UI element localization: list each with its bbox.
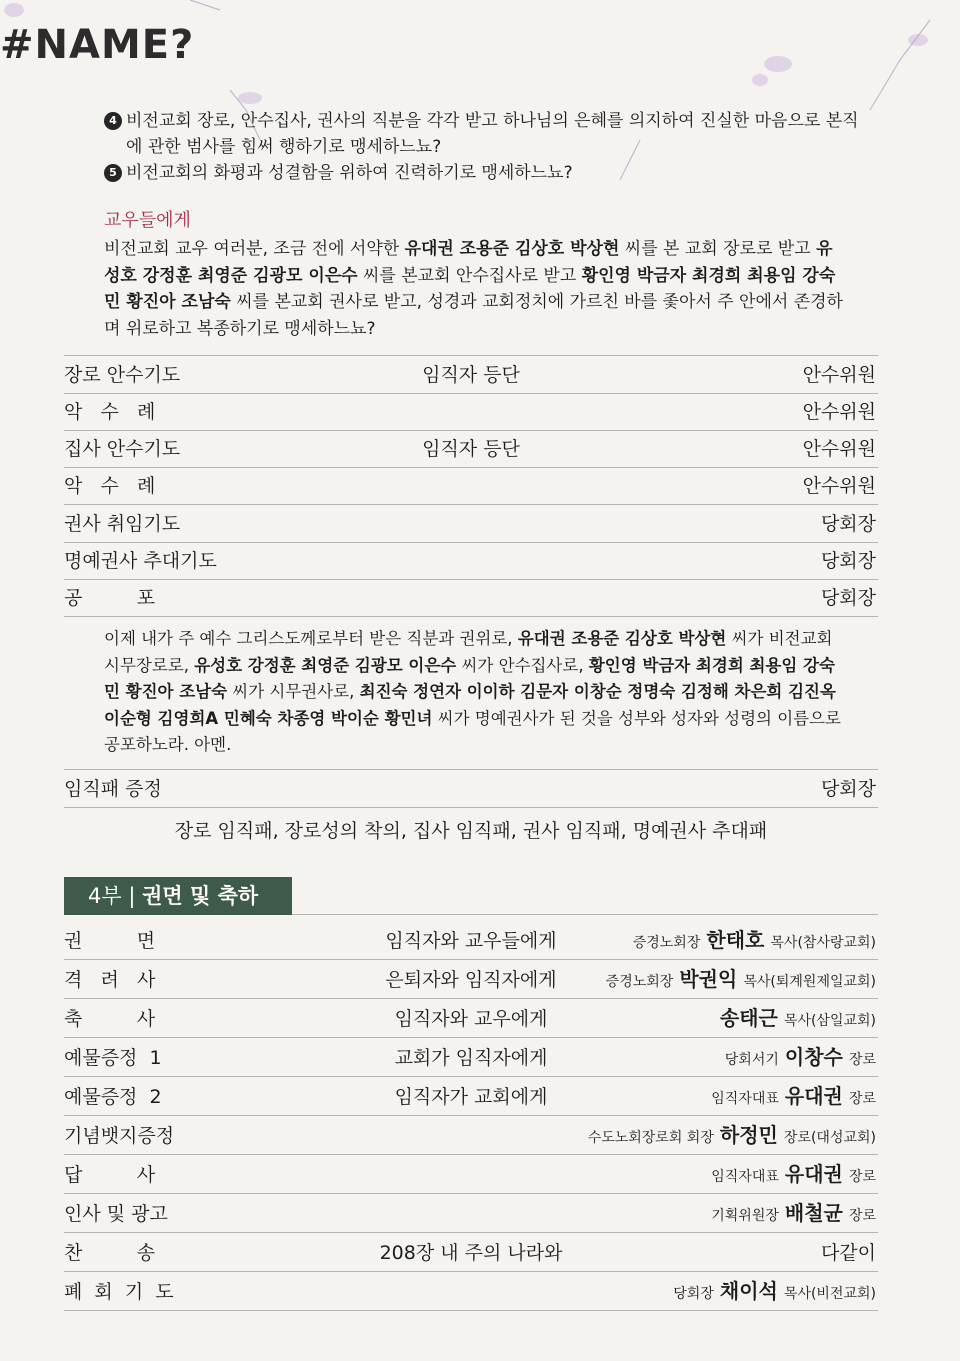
row-center: 임직자가 교회에게 [394, 1086, 548, 1108]
vow-item [104, 108, 864, 160]
section-title: 권면 및 축하 [142, 884, 259, 908]
row-label: 악 수 례 [64, 401, 156, 423]
section-subheading: 교우들에게 [104, 210, 191, 231]
program-row [64, 430, 878, 468]
program-row [64, 1195, 878, 1233]
row-right: 기획위원장 배철균 장로 [711, 1201, 876, 1225]
program-row [64, 355, 878, 394]
section-number: 4부 [88, 884, 122, 908]
program-row [64, 961, 878, 999]
row-right: 안수위원 [802, 438, 876, 460]
vow-item [104, 160, 864, 186]
row-right: 당회장 [820, 778, 876, 800]
row-right: 당회장 [820, 587, 876, 609]
row-center: 임직자와 교우들에게 [385, 930, 557, 952]
row-center: 임직자와 교우에게 [394, 1008, 548, 1030]
row-label: 명예권사 추대기도 [64, 550, 217, 572]
row-right: 당회장 [820, 513, 876, 535]
row-label: 장로 안수기도 [64, 364, 181, 386]
row-label: 임직패 증정 [64, 778, 162, 800]
row-right: 당회장 [820, 550, 876, 572]
vow-list [104, 108, 864, 186]
row-center: 교회가 임직자에게 [394, 1047, 548, 1069]
program-row [64, 1039, 878, 1077]
row-label: 격 려 사 [64, 969, 156, 991]
vow-text: 비전교회 장로, 안수집사, 권사의 직분을 각각 받고 하나님의 은혜를 의지하여 진실한 마음으로 본직에 관한 범사를 힘써 행하기로 맹세하느뇨? [126, 111, 859, 157]
program-row [64, 769, 878, 808]
program-row [64, 1156, 878, 1194]
page-title: #NAME? [0, 22, 195, 68]
row-right: 다같이 [820, 1242, 876, 1264]
program-row [64, 1117, 878, 1155]
row-right: 송태근 목사(삼일교회) [719, 1006, 876, 1030]
program-row [64, 922, 878, 960]
program-row [64, 505, 878, 543]
program-row [64, 467, 878, 505]
row-center: 임직자 등단 [422, 438, 520, 460]
row-label: 폐 회 기 도 [64, 1281, 174, 1303]
row-right: 수도노회장로회 회장 하정민 장로(대성교회) [587, 1123, 876, 1147]
row-right: 임직자대표 유대권 장로 [711, 1084, 876, 1108]
program-row [64, 542, 878, 580]
row-right: 당회장 채이석 목사(비전교회) [673, 1279, 876, 1303]
awards-list: 장로 임직패, 장로성의 착의, 집사 임직패, 권사 임직패, 명예권사 추대패 [174, 820, 768, 842]
row-label: 기념뱃지증정 [64, 1125, 175, 1147]
vow-number: 4 [104, 112, 122, 130]
program-row [64, 1273, 878, 1311]
proclamation-paragraph: 이제 내가 주 예수 그리스도께로부터 받은 직분과 권위로, 유대권 조용준 김상호 박상현 씨가 비전교회 시무장로로, 유성호 강정훈 최영준 김광모 이은수 씨가 안수집사로, 황인영 박금자 최경희 최용임 강숙민 황진아 조남숙 씨가 시무권사로, 최진숙 정연자 이이하 김문자 이창순 정명숙 김정해 차은희 김진옥 이순형 김영희A 민혜숙 차종영 박이순 황민녀 씨가 명예권사가 된 것을 성부와 성자와 성령의 이름으로 공포하노라. 아멘. [104, 629, 841, 754]
vow-text: 비전교회의 화평과 성결함을 위하여 진력하기로 맹세하느뇨? [126, 163, 573, 183]
program-row [64, 393, 878, 431]
row-label: 악 수 례 [64, 475, 156, 497]
row-label: 답 사 [64, 1164, 156, 1186]
row-label: 공 포 [64, 587, 156, 609]
row-right: 증경노회장 박권익 목사(퇴계원제일교회) [605, 967, 876, 991]
row-label: 찬 송 [64, 1242, 156, 1264]
section-header [64, 877, 292, 915]
row-label: 인사 및 광고 [64, 1203, 168, 1225]
congregation-paragraph: 비전교회 교우 여러분, 조금 전에 서약한 유대권 조용준 김상호 박상현 씨를 본 교회 장로로 받고 유성호 강정훈 최영준 김광모 이은수 씨를 본교회 안수집사로 받고 황인영 박금자 최경희 최용임 강숙민 황진아 조남숙 씨를 본교회 권사로 받고, 성경과 교회정치에 가르친 바를 좇아서 주 안에서 존경하며 위로하고 복종하기로 맹세하느뇨? [104, 239, 843, 339]
row-right: 당회서기 이창수 장로 [724, 1045, 876, 1069]
row-center: 208장 내 주의 나라와 [379, 1242, 563, 1264]
row-label: 집사 안수기도 [64, 438, 181, 460]
row-label: 권 면 [64, 930, 156, 952]
program-row [64, 579, 878, 617]
program-row [64, 1234, 878, 1272]
row-label: 축 사 [64, 1008, 156, 1030]
row-label: 예물증정 2 [64, 1086, 162, 1108]
row-label: 권사 취임기도 [64, 513, 181, 535]
divider [292, 914, 878, 915]
row-right: 안수위원 [802, 475, 876, 497]
row-right: 임직자대표 유대권 장로 [711, 1162, 876, 1186]
row-label: 예물증정 1 [64, 1047, 162, 1069]
row-center: 임직자 등단 [422, 364, 520, 386]
program-row [64, 1000, 878, 1038]
program-row [64, 1078, 878, 1116]
row-center: 은퇴자와 임직자에게 [385, 969, 557, 991]
row-right: 안수위원 [802, 401, 876, 423]
row-right: 안수위원 [802, 364, 876, 386]
row-right: 증경노회장 한태호 목사(참사랑교회) [632, 928, 876, 952]
vow-number: 5 [104, 164, 122, 182]
section-separator: | [128, 884, 143, 908]
